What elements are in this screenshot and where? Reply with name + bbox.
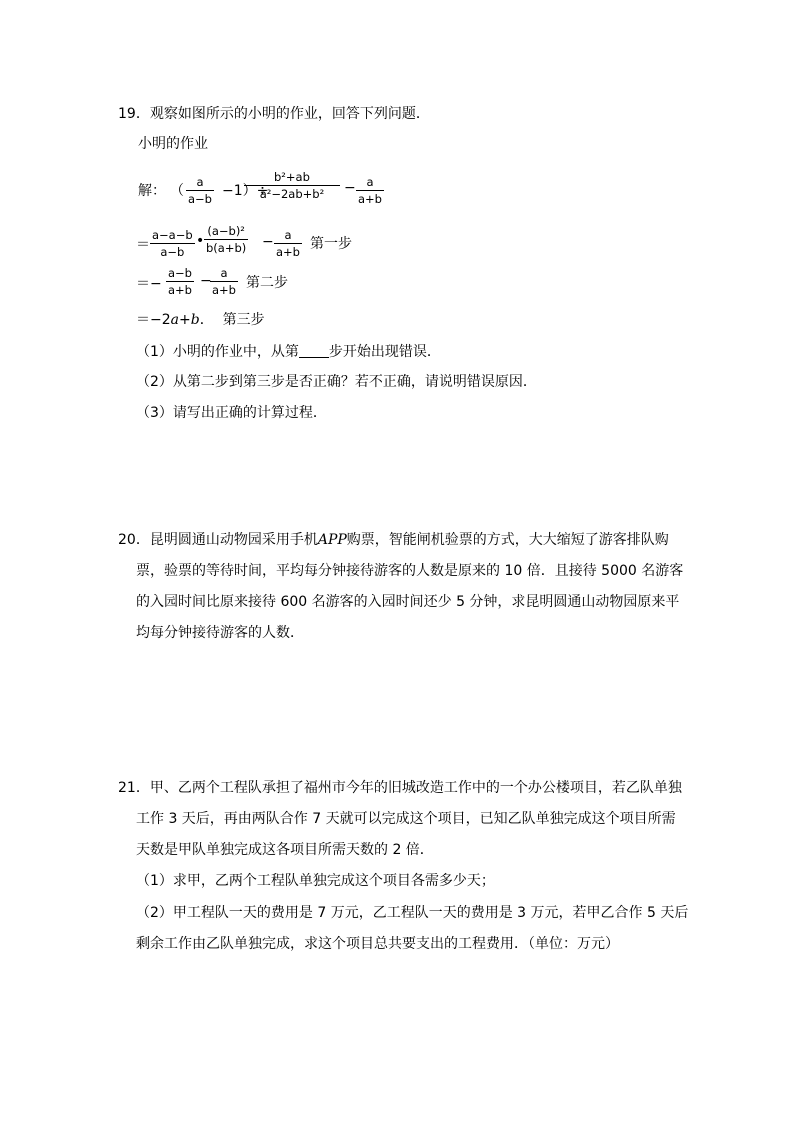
q19-stem [118,104,430,124]
frac-denominator: a−b [160,245,185,259]
q19-subtitle: 小明的作业 [138,136,208,152]
q19-sub-2: （2）从第二步到第三步是否正确？若不正确，请说明错误原因． [136,374,537,390]
frac-numerator: a−a−b [152,228,193,242]
expr-fraction-1 [186,175,214,206]
q20-text: 购票，智能闸机验票的方式，大大缩短了游客排队购 [346,532,669,548]
q19-number: 19． [118,106,150,122]
sub1-text-b: 步开始出现错误． [328,344,441,360]
step3-period: ． [199,312,214,328]
q19-step-3 [136,310,265,330]
frac-denominator: a+b [358,192,382,206]
frac-denominator: a²−2ab+b² [259,187,325,201]
frac-denominator: b(a+b) [206,241,247,255]
q21-line-3: 天数是甲队单独完成这各项目所需天数的 2 倍． [136,842,434,858]
expr-fraction-2 [244,170,340,201]
step1-fraction-2 [204,224,248,255]
q21-line-1 [118,778,682,798]
q20-line-4: 均每分钟接待游客的人数． [136,625,304,641]
step1-fraction-3 [274,228,302,259]
q21-line-2: 工作 3 天后，再由两队合作 7 天就可以完成这个项目，已知乙队单独完成这个项目所需 [136,811,676,827]
step1-minus: − [262,234,274,250]
answer-blank[interactable] [299,343,329,358]
frac-numerator: (a−b)² [204,224,248,240]
step1-label: 第一步 [310,236,352,252]
step3-equals: ＝−2 [136,312,171,328]
q20-app: APP [317,532,347,548]
q19-stem-text: 观察如图所示的小明的作业，回答下列问题． [149,106,430,122]
expr-fraction-3 [356,175,384,206]
expr-open-paren: （ [170,183,184,199]
q21-number: 21． [118,780,150,796]
step1-equals: ＝ [136,237,150,253]
q20-line-1 [118,530,669,550]
q21-text: 甲、乙两个工程队承担了福州市今年的旧城改造工作中的一个办公楼项目，若乙队单独 [149,780,682,796]
step2-minus: − [200,273,212,289]
expr-minus: − [344,180,356,196]
step2-equals: ＝− [136,276,162,292]
step3-var-b: b [190,312,200,328]
frac-denominator: a+b [212,283,236,297]
q19-sub-1 [136,342,441,362]
step3-plus: + [179,312,191,328]
sub1-text-a: （1）小明的作业中，从第 [136,344,299,360]
frac-numerator: a−b [168,266,192,280]
frac-numerator: a [274,228,302,244]
q20-text: 昆明圆通山动物园采用手机 [149,532,318,548]
q21-sub-1: （1）求甲，乙两个工程队单独完成这个项目各需多少天； [136,873,495,889]
q20-line-2: 票，验票的等待时间，平均每分钟接待游客的人数是原来的 10 倍．且接待 5000 名游客 [136,563,684,579]
q20-line-3: 的入园时间比原来接待 600 名游客的入园时间还少 5 分钟，求昆明圆通山动物园原来平 [136,594,680,610]
frac-denominator: a−b [188,192,212,206]
step3-var-a: a [170,312,179,328]
frac-numerator: a [186,175,214,191]
q21-sub-2-line-1: （2）甲工程队一天的费用是 7 万元，乙工程队一天的费用是 3 万元，若甲乙合作 5 天后 [136,905,689,921]
solution-label: 解： [138,183,166,199]
frac-denominator: a+b [276,245,300,259]
step3-label: 第三步 [222,312,265,328]
frac-numerator: a [356,175,384,191]
q21-sub-2-line-2: 剩余工作由乙队单独完成，求这个项目总共要支出的工程费用．（单位：万元） [136,936,619,952]
step2-fraction-2 [210,266,238,297]
frac-numerator: b²+ab [244,170,340,186]
q19-sub-3: （3）请写出正确的计算过程． [136,405,327,421]
q20-number: 20． [118,532,150,548]
step2-label: 第二步 [246,275,288,291]
step1-dot: • [196,233,205,249]
expr-minus-one: −1）÷ [222,183,269,199]
frac-denominator: a+b [168,283,192,297]
step1-fraction-1 [150,228,195,259]
step2-fraction-1 [166,266,194,297]
frac-numerator: a [210,266,238,282]
